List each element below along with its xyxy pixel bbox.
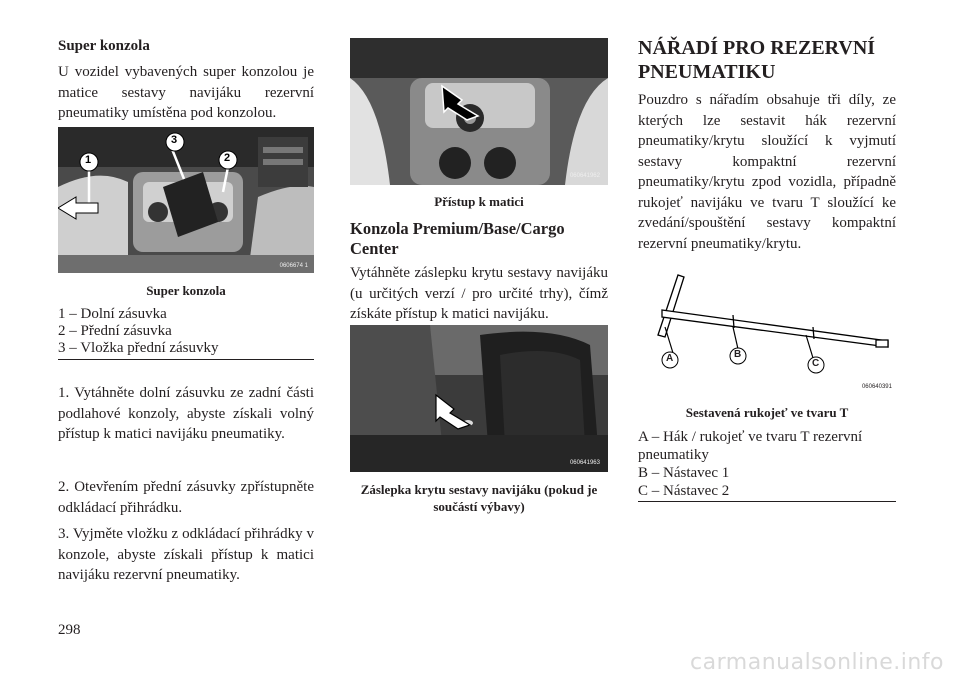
legend-item: C – Nástavec 2 bbox=[638, 483, 730, 499]
nut-access-photo bbox=[350, 38, 608, 185]
step-3: 3. Vyjměte vložku z odkládací přihrádky v konzole, abyste získali přístup k matici navijáku rezervní pneumatiky. bbox=[58, 526, 314, 583]
image-caption: Záslepka krytu sestavy navijáku (pokud je součástí výbavy) bbox=[360, 482, 598, 514]
legend-item: 2 – Přední zásuvka bbox=[58, 323, 172, 339]
callout-B: B bbox=[734, 349, 742, 360]
watermark: carmanualsonline.info bbox=[690, 650, 944, 675]
callout-3: 3 bbox=[171, 134, 178, 146]
image-caption: Sestavená rukojeť ve tvaru T bbox=[685, 405, 849, 420]
image-code: 060641962 bbox=[569, 173, 600, 179]
premium-console-text: Vytáhněte záslepku krytu sestavy navijáku (u určitých verzí / pro určité trhy), čímž získáte přístup k matici navijáku. bbox=[350, 265, 608, 322]
image-code: 060641963 bbox=[569, 460, 600, 466]
callout-2: 2 bbox=[224, 152, 231, 164]
divider bbox=[638, 501, 896, 502]
callout-1: 1 bbox=[85, 154, 92, 166]
image-code: 0606674 1 bbox=[279, 263, 308, 269]
divider bbox=[58, 359, 314, 360]
section-heading-spare-tools: NÁŘADÍ PRO REZERVNÍ PNEUMATIKU bbox=[638, 37, 876, 83]
step-1: 1. Vytáhněte dolní zásuvku ze zadní části podlahové konzoly, abyste získali volný přístup k matici navijáku pneumatiky. bbox=[58, 385, 314, 442]
legend-item: 3 – Vložka přední zásuvky bbox=[58, 340, 219, 356]
legend-item: A – Hák / rukojeť ve tvaru T rezervní pneumatiky bbox=[638, 429, 863, 463]
image-code: 060640391 bbox=[861, 384, 892, 390]
legend-item: B – Nástavec 1 bbox=[638, 465, 730, 481]
t-handle-illustration bbox=[638, 265, 896, 400]
image-caption: Super konzola bbox=[146, 283, 226, 298]
legend-list bbox=[58, 306, 314, 357]
image-caption: Přístup k matici bbox=[434, 194, 524, 209]
super-console-photo bbox=[58, 127, 314, 273]
section-heading-premium-console: Konzola Premium/Base/Cargo Center bbox=[350, 219, 565, 258]
legend-list bbox=[638, 428, 896, 500]
legend-item: 1 – Dolní zásuvka bbox=[58, 306, 167, 322]
section-title-super-console: Super konzola bbox=[58, 38, 150, 54]
intro-text: U vozidel vybavených super konzolou je matice sestavy navijáku rezervní pneumatiky umístěna pod konzolou. bbox=[58, 64, 314, 121]
cover-plug-photo bbox=[350, 325, 608, 472]
callout-C: C bbox=[812, 358, 820, 369]
spare-tools-text: Pouzdro s nářadím obsahuje tři díly, ze kterých lze sestavit hák rezervní pneumatiky/krytu sloužící k vyjmutí sestavy kompaktní rezervní pneumatiky/krytu zpod vozidla, případně rukojeť navijáku ve tvaru T sloužící ke zvedání/spouštění sestavy kompaktní rezervní pneumatiky/krytu. bbox=[638, 92, 896, 252]
page-number: 298 bbox=[58, 622, 81, 638]
step-2: 2. Otevřením přední zásuvky zpřístupněte odkládací přihrádku. bbox=[58, 479, 314, 516]
callout-A: A bbox=[666, 353, 674, 364]
